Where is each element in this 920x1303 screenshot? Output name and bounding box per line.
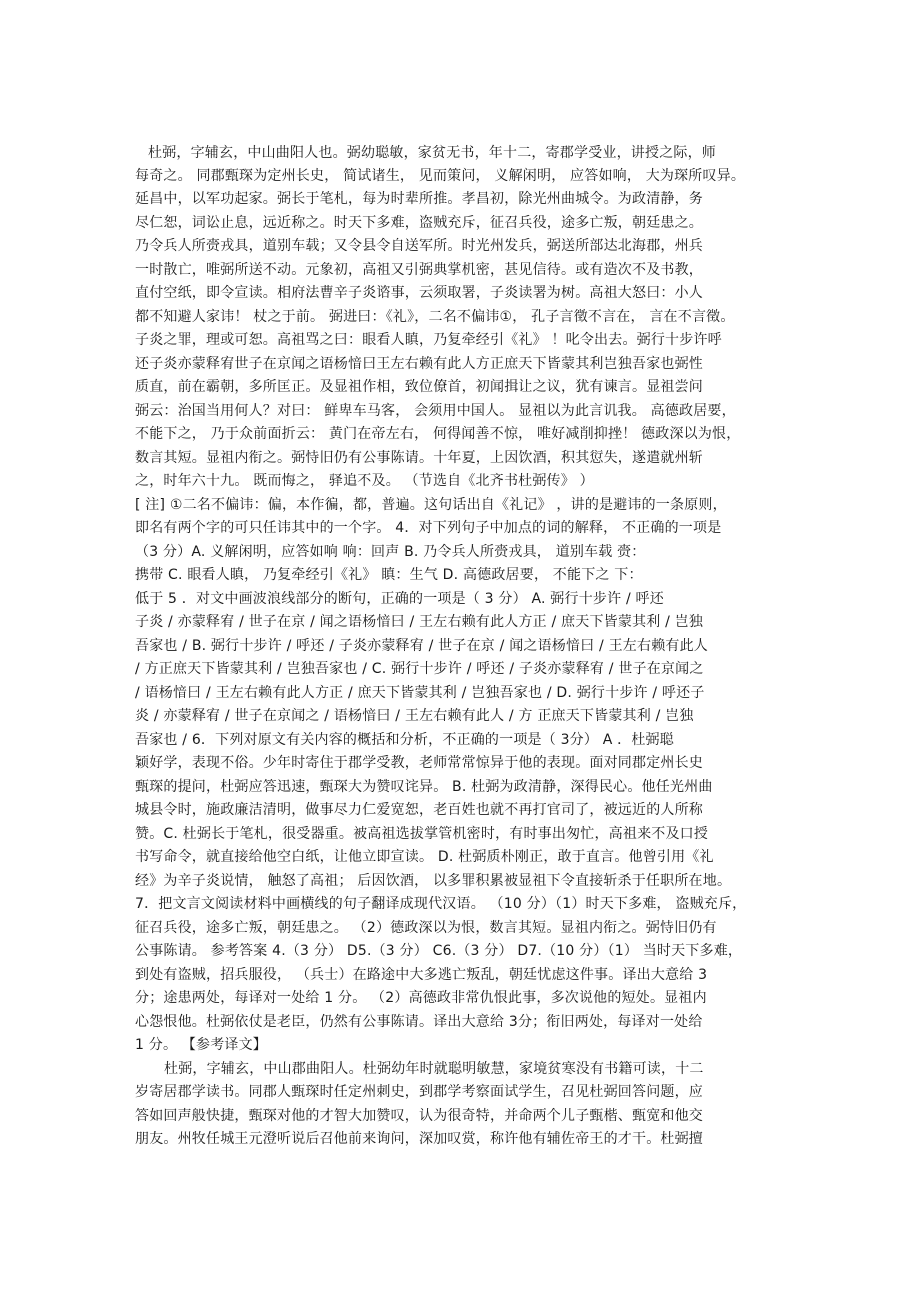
text-line: 都不知避人家讳！ 杖之于前。 弼进曰：《礼》，二名不偏讳①， 孔子言徵不言在， 言在不言徵。 bbox=[135, 309, 735, 325]
question-line: 携带 C. 眼看人瞋， 乃复牵经引《礼》 瞋：生气 D. 高德政居要， 不能下之 下： bbox=[135, 567, 643, 583]
translation-line: 朋友。州牧任城王元澄听说后召他前来询问，深加叹赏，称许他有辅佐帝王的才干。杜弼擅 bbox=[135, 1131, 703, 1147]
question-line: 书写命令，就直接给他空白纸，让他立即宣读。 D. 杜弼质朴刚正，敢于直言。他曾引用《礼 bbox=[135, 849, 714, 865]
text-line: 乃令兵人所赍戎具，道别车载；又令县令自送军所。时光州发兵，弼送所部达北海郡，州兵 bbox=[135, 238, 703, 254]
question-line: 吾家也 / 6．下列对原文有关内容的概括和分析，不正确的一项是（ 3分） A ．杜弼聪 bbox=[135, 732, 674, 748]
question-line: 低于 5 ．对文中画波浪线部分的断句，正确的一项是（ 3 分） A. 弼行十步许 / 呼还 bbox=[135, 591, 664, 607]
question-line: 甄琛的提问，杜弼应答迅速，甄琛大为赞叹诧异。 B. 杜弼为政清静，深得民心。他任光州曲 bbox=[135, 779, 713, 795]
question-line: / 语杨愔曰 / 王左右赖有此人方正 / 庶天下皆蒙其利 / 岂独吾家也 / D. 弼行十步许 / 呼还子 bbox=[135, 685, 705, 701]
text-line: 子炎之罪，理或可恕。高祖骂之曰：眼看人瞋，乃复牵经引《礼》 ！叱令出去。弼行十步许呼 bbox=[135, 332, 722, 348]
question-line: 征召兵役，途多亡叛，朝廷患之。 （2）德政深以为恨，数言其短。显祖内衔之。弼恃旧仍有 bbox=[135, 920, 717, 936]
translation-line: 杜弼，字辅玄，中山郡曲阳人。杜弼幼年时就聪明敏慧，家境贫寒没有书籍可读，十二 bbox=[164, 1061, 704, 1077]
footnote-line: [ 注] ①二名不偏讳：偏，本作徧，都，普遍。这句话出自《礼记》 ，讲的是避讳的一条原则， bbox=[135, 497, 727, 513]
text-line: 数言其短。显祖内衔之。弼恃旧仍有公事陈请。十年夏，上因饮酒，积其愆失，遂遣就州斩 bbox=[135, 450, 703, 466]
text-line: 弼云：治国当用何人？对曰： 鲜卑车马客， 会须用中国人。 显祖以为此言讥我。 高德政居要， bbox=[135, 403, 736, 419]
text-line: 即名有两个字的可只任讳其中的一个字。 4．对下列句子中加点的词的解释， 不正确的一项是 bbox=[135, 520, 722, 536]
text-line: 还子炎亦蒙释宥世子在京闻之语杨愔曰王左右赖有此人方正庶天下皆蒙其利岂独吾家也弼性 bbox=[135, 356, 703, 372]
text-line: 质直，前在霸朝，多所匡正。及显祖作相，致位僚首，初闻揖让之议，犹有谏言。显祖尝问 bbox=[135, 379, 703, 395]
question-line: 7．把文言文阅读材料中画横线的句子翻译成现代汉语。 （10 分）（1）时天下多难， 盗贼充斥， bbox=[135, 896, 747, 912]
answer-line: 心怨恨他。杜弼依仗是老臣，仍然有公事陈请。译出大意给 3分；衔旧两处，每译对一处给 bbox=[135, 1014, 703, 1030]
question-line: 炎 / 亦蒙释宥 / 世子在京闻之 / 语杨愔曰 / 王左右赖有此人 / 方 正庶天下皆蒙其利 / 岂独 bbox=[135, 708, 694, 724]
answer-line: 公事陈请。 参考答案 4.（3 分） D5.（3 分） C6.（3 分） D7.（10 分）（1） 当时天下多难， bbox=[135, 943, 743, 959]
translation-line: 答如回声般快捷，甄琛对他的才智大加赞叹，认为很奇特，并命两个儿子甄楷、甄宽和他交 bbox=[135, 1108, 703, 1124]
text-line: 尽仁恕，词讼止息，远近称之。时天下多难，盗贼充斥，征召兵役，途多亡叛，朝廷患之。 bbox=[135, 215, 703, 231]
text-line: 直付空纸，即令宣读。相府法曹辛子炎谘事，云须取署，子炎读署为树。高祖大怒曰：小人 bbox=[135, 285, 703, 301]
text-line: 每奇之。 同郡甄琛为定州长史， 简试诸生， 见而策问， 义解闲明， 应答如响， 大为琛所叹异。 bbox=[135, 168, 746, 184]
question-line: 城县令时，施政廉洁清明，做事尽力仁爱宽恕，老百姓也就不再打官司了，被远近的人所称 bbox=[135, 802, 703, 818]
answer-line: 分；途患两处，每译对一处给 1 分。 （2）高德政非常仇恨此事，多次说他的短处。显祖内 bbox=[135, 990, 707, 1006]
question-line: 吾家也 / B. 弼行十步许 / 呼还 / 子炎亦蒙释宥 / 世子在京 / 闻之语杨愔曰 / 王左右赖有此人 bbox=[135, 638, 709, 654]
question-line: 颖好学，表现不俗。少年时寄住于郡学受教，老师常常惊异于他的表现。面对同郡定州长史 bbox=[135, 755, 703, 771]
text-line: 之，时年六十九。 既而悔之， 驿追不及。 （节选自《北齐书杜弼传》 ） bbox=[135, 473, 594, 489]
question-line: / 方正庶天下皆蒙其利 / 岂独吾家也 / C. 弼行十步许 / 呼还 / 子炎亦蒙释宥 / 世子在京闻之 bbox=[135, 661, 704, 677]
text-line: 延昌中，以军功起家。弼长于笔札，每为时辈所推。孝昌初，除光州曲城令。为政清静，务 bbox=[135, 191, 703, 207]
text-line: 不能下之， 乃于众前面折云： 黄门在帝左右， 何得闻善不惊， 唯好减削抑挫！ 德政深以为恨， bbox=[135, 426, 741, 442]
question-line: （3 分）A. 义解闲明，应答如响 响：回声 B. 乃令兵人所赍戎具， 道别车载 赍： bbox=[135, 544, 646, 560]
translation-line: 岁寄居郡学读书。同郡人甄琛时任定州刺史，到郡学考察面试学生，召见杜弼回答问题，应 bbox=[135, 1084, 703, 1100]
question-line: 经》为辛子炎说情， 触怒了高祖； 后因饮酒， 以多罪积累被显祖下令直接斩杀于任职所在地。 bbox=[135, 873, 732, 889]
text-line: 一时散亡，唯弼所送不动。元象初，高祖又引弼典掌机密，甚见信待。或有造次不及书教， bbox=[135, 262, 703, 278]
translation-heading: 1 分。 【参考译文】 bbox=[135, 1037, 268, 1053]
text-line: 杜弼，字辅玄，中山曲阳人也。弼幼聪敏，家贫无书，年十二，寄郡学受业，讲授之际，师 bbox=[148, 145, 716, 161]
question-line: 子炎 / 亦蒙释宥 / 世子在京 / 闻之语杨愔曰 / 王左右赖有此人方正 / 庶天下皆蒙其利 / 岂独 bbox=[135, 614, 704, 630]
question-line: 赞。C. 杜弼长于笔札，很受器重。被高祖选拔掌管机密时，有时事出匆忙，高祖来不及口授 bbox=[135, 826, 709, 842]
answer-line: 到处有盗贼，招兵服役， （兵士）在路途中大多逃亡叛乱，朝廷忧虑这件事。译出大意给 3 bbox=[135, 967, 708, 983]
